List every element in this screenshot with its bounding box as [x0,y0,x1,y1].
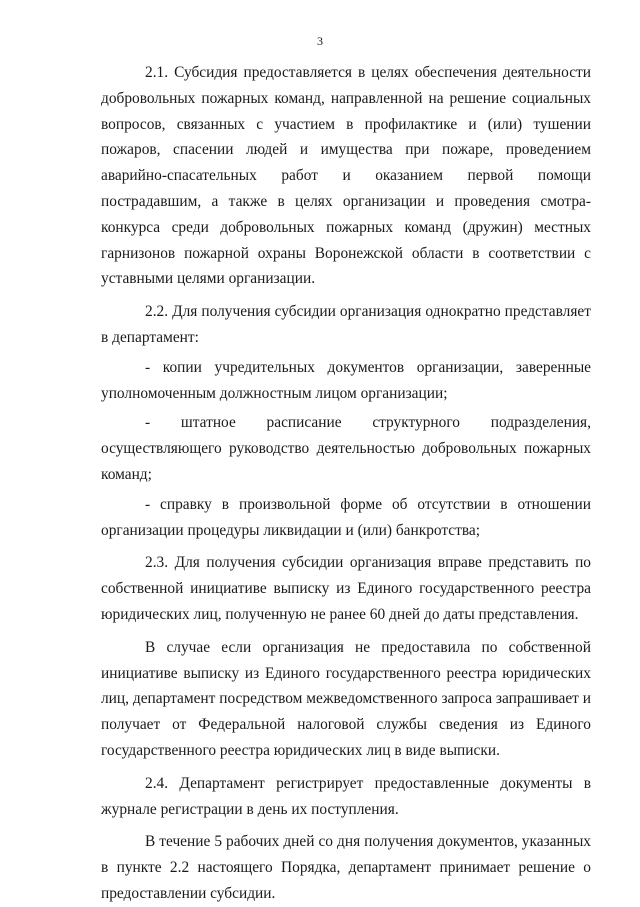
paragraph-2-3: 2.3. Для получения субсидии организация вправе представить по собственной инициативе выписку из Единого государственного реестра юридических лиц, полученную не ранее 60 дней до даты представления. [101,554,591,623]
document-body [101,60,591,907]
list-item-founding-documents: - копии учредительных документов организации, заверенные уполномоченным должностным лицом организации; [101,358,591,402]
paragraph-2-2: 2.2. Для получения субсидии организация однократно представляет в департамент: [101,303,591,346]
paragraph-2-4: 2.4. Департамент регистрирует предоставленные документы в журнале регистрации в день их поступления. [101,774,591,818]
list-item-staff-schedule: - штатное расписание структурного подразделения, осуществляющего руководство деятельностью добровольных пожарных команд; [101,414,591,483]
paragraph-2-1: 2.1. Субсидия предоставляется в целях обеспечения деятельности добровольных пожарных команд, направленной на решение социальных вопросов, связанных с участием в профилактике и (или) тушении пожаров, спасении людей и имущества при пожаре, проведением аварийно-спасательных работ и оказанием первой помощи пострадавшим, а также в целях организации и проведения смотра-конкурса среди добровольных пожарных команд (дружин) местных гарнизонов пожарной охраны Воронежской области в соответствии с уставными целями организации. [101,64,591,288]
list-item-bankruptcy-certificate: - справку в произвольной форме об отсутствии в отношении организации процедуры ликвидации и (или) банкротства; [101,495,591,539]
paragraph-2-4-decision: В течение 5 рабочих дней со дня получения документов, указанных в пункте 2.2 настоящего Порядка, департамент принимает решение о предоставлении субсидии. [101,833,591,902]
page-number: 3 [317,34,323,48]
paragraph-2-3-interagency: В случае если организация не предоставила по собственной инициативе выписку из Единого государственного реестра юридических лиц, департамент посредством межведомственного запроса запрашивает и получает от Федеральной налоговой службы сведения из Единого государственного реестра юридических лиц в виде выписки. [101,638,591,759]
